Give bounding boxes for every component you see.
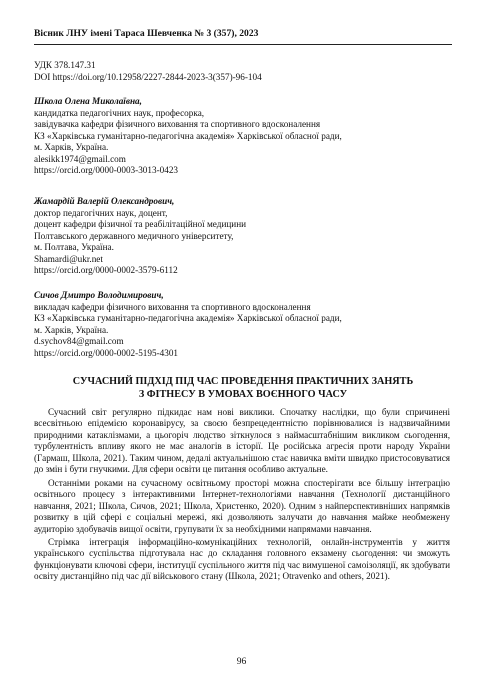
author-block-2 <box>34 196 452 277</box>
author-name: Жамардій Валерій Олександрович, <box>34 196 175 206</box>
author-email[interactable]: d.sychov84@gmail.com <box>34 336 124 346</box>
journal-header: Вісник ЛНУ імені Тараса Шевченка № 3 (357), 2023 <box>34 28 259 39</box>
author-degree: доктор педагогічних наук, доцент, <box>34 207 168 218</box>
author-block-3 <box>34 290 452 359</box>
author-email[interactable]: alesikk1974@gmail.com <box>34 153 126 164</box>
author-institution: КЗ «Харківська гуманітарно-педагогічна академія» Харківської обласної ради, <box>34 313 342 323</box>
body-paragraph: Сучасний світ регулярно підкидає нам нові виклики. Спочатку наслідки, що були спричинені всесвітньою епідемією коронавірусу, за своєю безпрецедентністю порівнювалися із надзвичайними природними катаклізмами, а цьогоріч людство зіткнулося з наймасштабнішим викликом сьогодення, турбулентність впливу якого не має аналогів в історії. Це російська агресія проти народу України (Гармаш, Школа, 2021). Таким чином, дедалі актуальнішою стає навичка вміти швидко пристосовуватися до змін і бути гнучкими. Для сфери освіти це питання особливо актуальне. <box>34 407 450 475</box>
doi-link[interactable]: DOI https://doi.org/10.12958/2227-2844-2023-3(357)-96-104 <box>34 72 262 83</box>
author-orcid[interactable]: https://orcid.org/0000-0003-3013-0423 <box>34 165 179 175</box>
body-paragraph: Стрімка інтеграція інформаційно-комунікаційних технологій, онлайн-інструментів у життя українського суспільства підготувала нас до складання головного екзамену сьогодення: чи зможуть функціонувати ключові сфери, інституції суспільного життя під час вимушеної самоізоляції, як здобувати освіту дистанційно під час дії військового стану (Школа, 2021; Otravenko and others, 2021). <box>34 536 450 582</box>
title-line: СУЧАСНИЙ ПІДХІД ПІД ЧАС ПРОВЕДЕННЯ ПРАКТИЧНИХ ЗАНЯТЬ <box>72 376 414 387</box>
header-divider <box>34 44 452 45</box>
author-degree: кандидатка педагогічних наук, професорка, <box>34 107 205 118</box>
article-body <box>34 407 450 585</box>
article-meta <box>34 59 452 83</box>
author-orcid[interactable]: https://orcid.org/0000-0002-3579-6112 <box>34 265 178 275</box>
title-line: З ФІТНЕСУ В УМОВАХ ВОЄННОГО ЧАСУ <box>138 388 348 400</box>
author-institution: КЗ «Харківська гуманітарно-педагогічна академія» Харківської обласної ради, <box>34 130 342 141</box>
author-city: м. Харків, Україна. <box>34 142 109 152</box>
udc-code: УДК 378.147.31 <box>34 60 96 70</box>
author-city: м. Харків, Україна. <box>34 324 109 335</box>
body-paragraph: Останніми роками на сучасному освітньому просторі можна спостерігати все більшу інтеграцію освітнього процесу з інтерактивними Інтернет-технологіями навчання (Технології дистанційного навчання, 2021; Школа, Сичов, 2021; Школа, Христенко, 2020). Одним з найперспективніших напрямків розвитку в цій сфері є соціальні мережі, які дозволяють залучати до навчання майже необмежену аудиторію здобувачів вищої освіти, групувати їх за необхідними напрямами навчання. <box>34 477 450 534</box>
article-title <box>34 376 452 401</box>
author-institution: Полтавського державного медичного університету, <box>34 230 234 241</box>
author-position: завідувачка кафедри фізичного виховання та спортивного вдосконалення <box>34 119 321 129</box>
author-position: викладач кафедри фізичного виховання та спортивного вдосконалення <box>34 301 311 312</box>
author-email[interactable]: Shamardi@ukr.net <box>34 253 103 264</box>
author-name: Сичов Дмитро Володимирович, <box>34 290 164 300</box>
author-block-1 <box>34 96 452 177</box>
page-number: 96 <box>236 656 247 667</box>
author-city: м. Полтава, Україна. <box>34 242 114 252</box>
author-orcid[interactable]: https://orcid.org/0000-0002-5195-4301 <box>34 347 179 358</box>
author-position: доцент кафедри фізичної та реабілітаційної медицини <box>34 219 247 229</box>
author-name: Школа Олена Миколаївна, <box>34 96 142 106</box>
